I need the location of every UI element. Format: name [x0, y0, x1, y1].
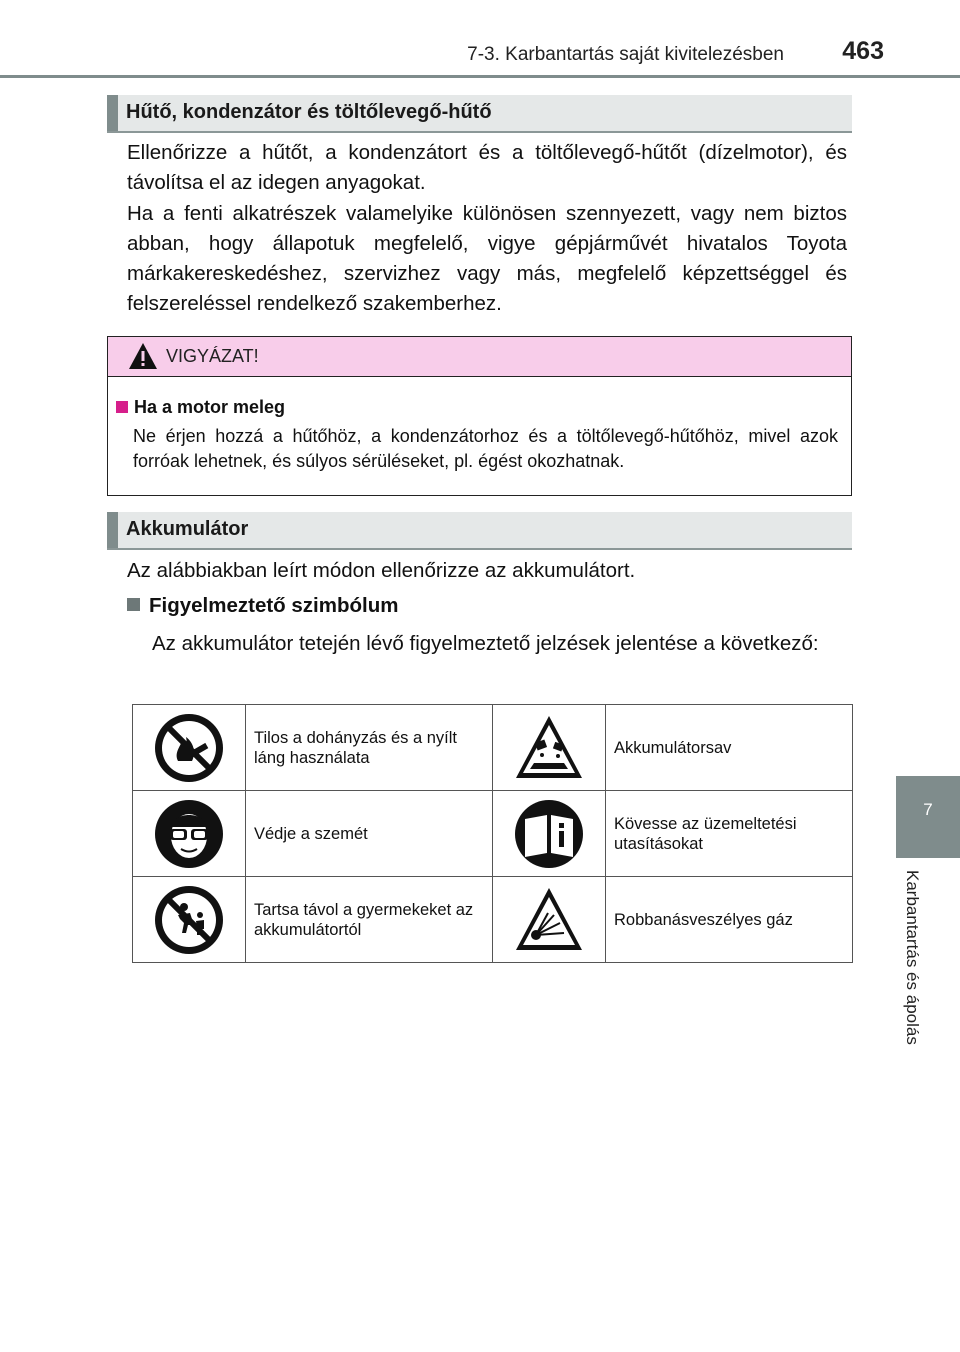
- section-heading-battery: [107, 512, 852, 550]
- subsection-text: Az akkumulátor tetején lévő figyelmeztető jelzések jelentése a következő:: [152, 632, 819, 655]
- chapter-number: 7: [923, 800, 933, 819]
- paragraph-battery-intro: Az alábbiakban leírt módon ellenőrizze az akkumulátort.: [127, 559, 636, 582]
- section-heading-text: Akkumulátor: [126, 518, 249, 540]
- caution-label: VIGYÁZAT!: [166, 346, 259, 366]
- table-row: [133, 705, 853, 791]
- header-section-title: 7-3. Karbantartás saját kivitelezésben: [467, 44, 784, 65]
- eye-protection-icon: [154, 799, 224, 869]
- bullet-square-icon: [116, 401, 128, 413]
- paragraph-radiator-1: Ellenőrizze a hűtőt, a kondenzátort és a töltőlevegő-hűtőt (dízelmotor), és távolítsa el az idegen anyagokat.: [127, 141, 847, 194]
- explosive-gas-icon: [514, 885, 584, 955]
- caution-text: Ne érjen hozzá a hűtőhöz, a kondenzátorhoz és a töltőlevegő-hűtőhöz, mivel azok forróak lehetnek, és súlyos sérüléseket, pl. égést okozhatnak.: [133, 426, 838, 471]
- section-heading-text: Hűtő, kondenzátor és töltőlevegő-hűtő: [126, 101, 492, 123]
- bullet-square-icon: [127, 598, 140, 611]
- symbol-label: Tilos a dohányzás és a nyílt láng használata: [246, 705, 493, 791]
- keep-children-away-icon: [154, 885, 224, 955]
- table-row: [133, 877, 853, 963]
- symbol-label: Robbanásveszélyes gáz: [606, 877, 853, 963]
- manual-icon: [514, 799, 584, 869]
- symbol-label: Védje a szemét: [246, 791, 493, 877]
- corrosive-icon: [514, 713, 584, 783]
- warning-triangle-icon: [128, 342, 158, 370]
- caution-box: [107, 336, 852, 496]
- caution-title: Ha a motor meleg: [116, 397, 285, 418]
- symbol-label: Kövesse az üzemeltetési utasításokat: [606, 791, 853, 877]
- subsection-title: Figyelmeztető szimbólum: [127, 594, 398, 618]
- symbol-label: Tartsa távol a gyermekeket az akkumulátortól: [246, 877, 493, 963]
- no-smoking-icon: [154, 713, 224, 783]
- section-heading-radiator: [107, 95, 852, 133]
- caution-header: [108, 337, 851, 377]
- page-number: 463: [842, 37, 884, 65]
- chapter-title: Karbantartás és ápolás: [903, 870, 922, 1045]
- table-row: [133, 791, 853, 877]
- paragraph-radiator-2: Ha a fenti alkatrészek valamelyike különösen szennyezett, vagy nem biztos abban, hogy állapotuk megfelelő, vigye gépjárművét hivatalos Toyota márkakereskedéshez, szervizhez vagy más, megfelelő képzettséggel és felszereléssel rendelkező szakemberhez.: [127, 202, 847, 315]
- symbol-table: [132, 704, 853, 963]
- header-rule: [0, 75, 960, 78]
- symbol-label: Akkumulátorsav: [606, 705, 853, 791]
